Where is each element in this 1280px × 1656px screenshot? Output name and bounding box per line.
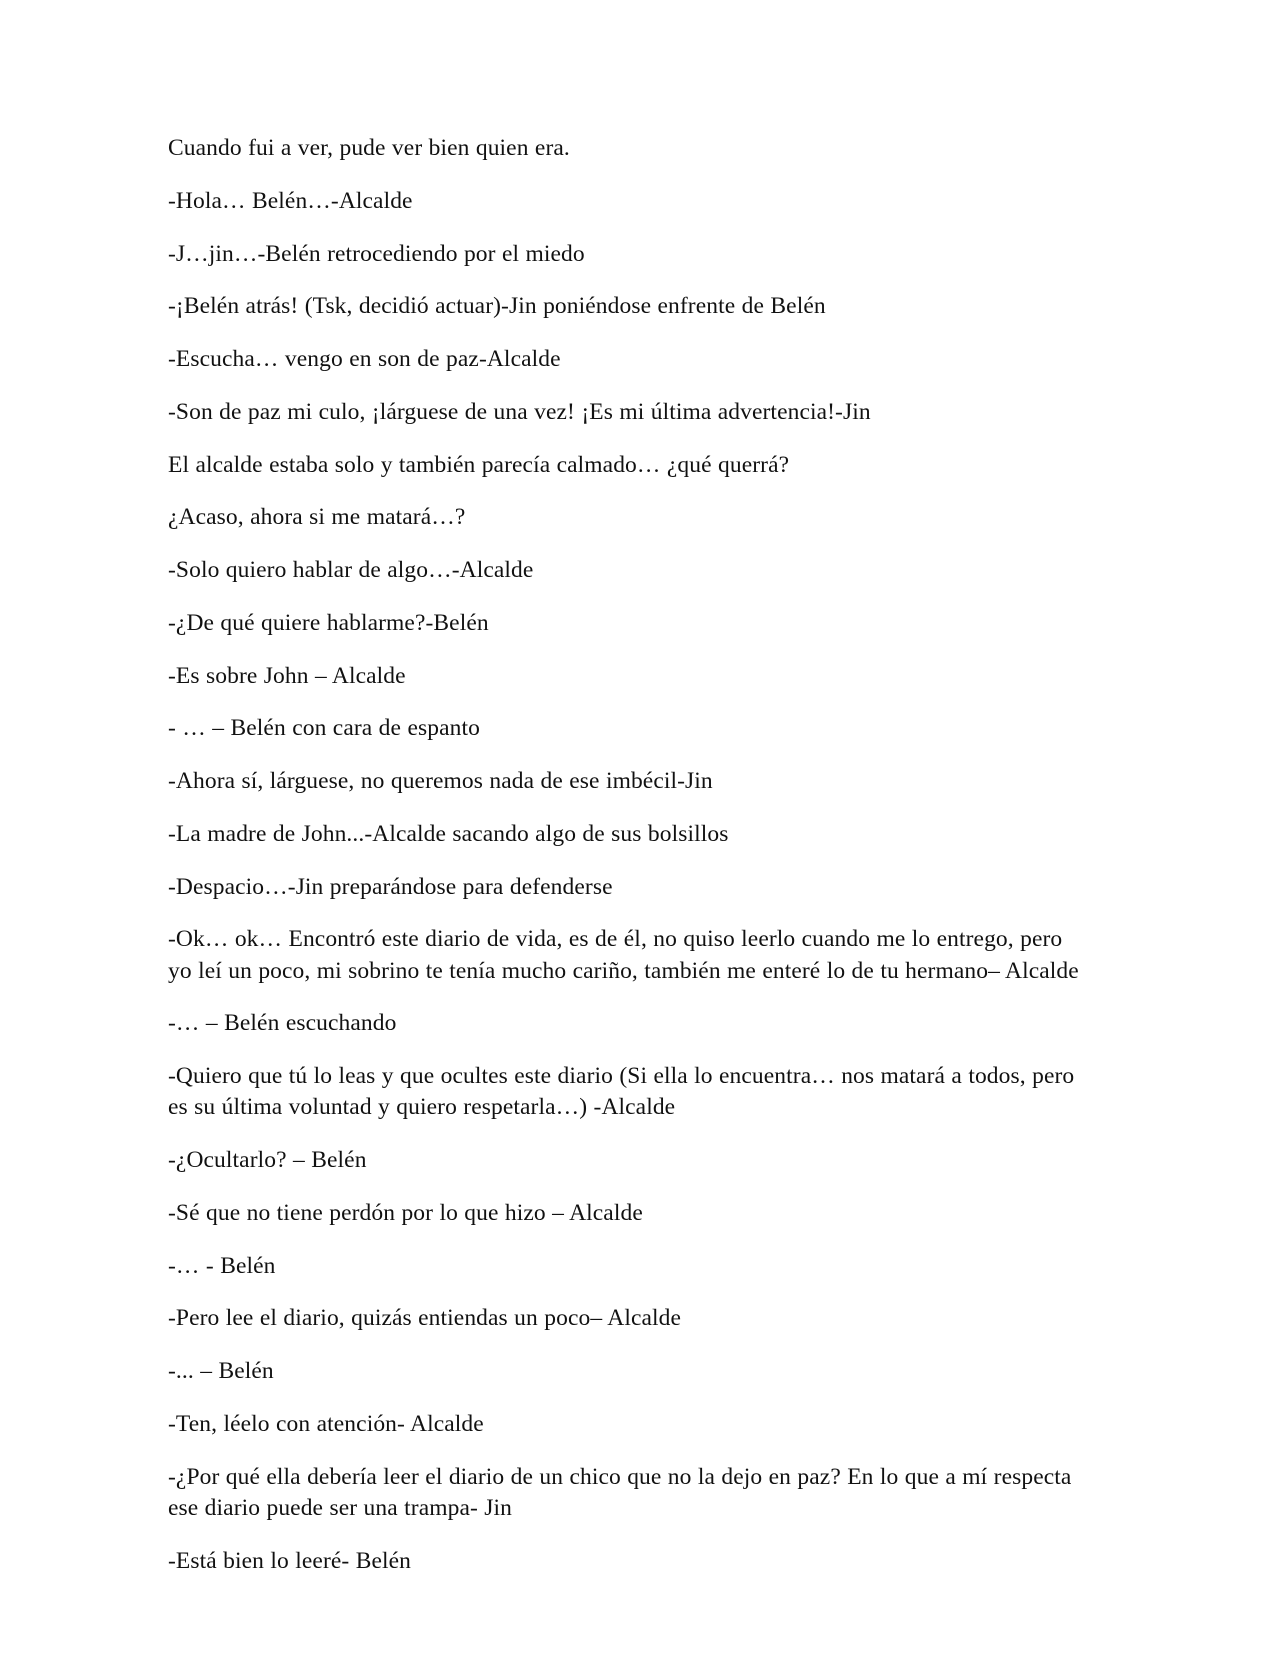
paragraph: -¿Ocultarlo? – Belén: [168, 1147, 367, 1173]
paragraph: -Escucha… vengo en son de paz-Alcalde: [168, 346, 561, 372]
paragraph: -Solo quiero hablar de algo…-Alcalde: [168, 557, 534, 583]
paragraph: -Quiero que tú lo leas y que ocultes este diario (Si ella lo encuentra… nos matará a todos, pero es su última voluntad y quiero respetarla…) -Alcalde: [168, 1063, 1075, 1121]
paragraph: -Sé que no tiene perdón por lo que hizo – Alcalde: [168, 1199, 643, 1226]
paragraph: -Despacio…-Jin preparándose para defenderse: [168, 873, 613, 900]
paragraph: -… - Belén: [168, 1252, 276, 1279]
paragraph: -Ok… ok… Encontró este diario de vida, es de él, no quiso leerlo cuando me lo entrego, pero yo leí un poco, mi sobrino te tenía mucho cariño, también me enteré lo de tu hermano– Alcalde: [168, 926, 1079, 984]
paragraph: -¿De qué quiere hablarme?-Belén: [168, 609, 489, 636]
paragraph: -¿Por qué ella debería leer el diario de un chico que no la dejo en paz? En lo que a mí respecta ese diario puede ser una trampa- Jin: [168, 1463, 1072, 1521]
paragraph: -La madre de John...-Alcalde sacando algo de sus bolsillos: [168, 820, 729, 847]
paragraph: -Ahora sí, lárguese, no queremos nada de ese imbécil-Jin: [168, 768, 713, 794]
paragraph: -Pero lee el diario, quizás entiendas un poco– Alcalde: [168, 1305, 682, 1332]
paragraph: ¿Acaso, ahora si me matará…?: [168, 504, 466, 531]
paragraph: -¡Belén atrás! (Tsk, decidió actuar)-Jin poniéndose enfrente de Belén: [168, 293, 826, 320]
paragraph: -Hola… Belén…-Alcalde: [168, 187, 413, 214]
paragraph: Cuando fui a ver, pude ver bien quien era.: [168, 135, 570, 161]
paragraph: -… – Belén escuchando: [168, 1010, 397, 1037]
paragraph: El alcalde estaba solo y también parecía calmado… ¿qué querrá?: [168, 451, 790, 478]
paragraph: -Está bien lo leeré- Belén: [168, 1547, 412, 1574]
paragraph: -Ten, léelo con atención- Alcalde: [168, 1410, 484, 1437]
paragraph: -... – Belén: [168, 1358, 274, 1384]
paragraph: -Es sobre John – Alcalde: [168, 662, 406, 689]
paragraph: - … – Belén con cara de espanto: [168, 715, 480, 742]
paragraph: -Son de paz mi culo, ¡lárguese de una vez! ¡Es mi última advertencia!-Jin: [168, 398, 871, 425]
document-text-column: [168, 133, 1080, 1577]
paragraph: -J…jin…-Belén retrocediendo por el miedo: [168, 240, 585, 267]
